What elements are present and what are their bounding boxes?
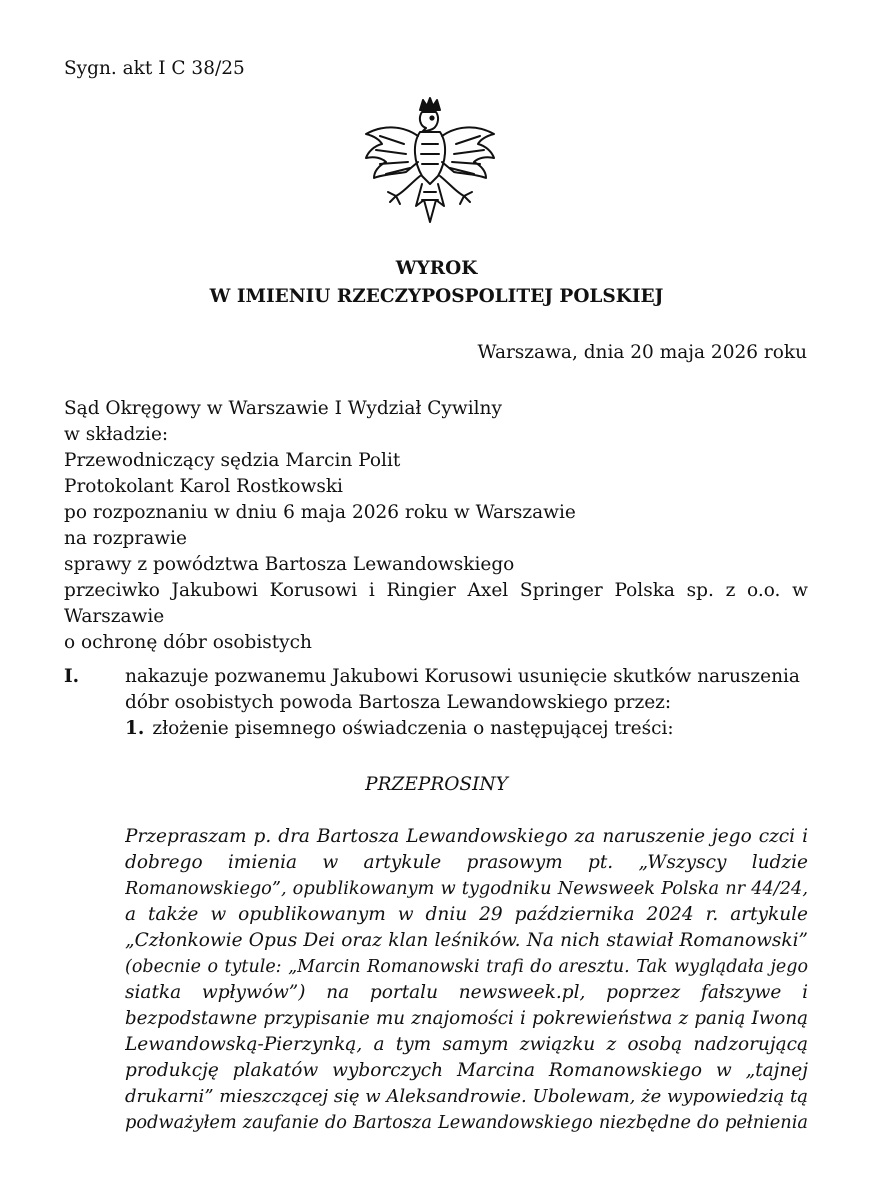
apology-line: drukarni” mieszczącej się w Aleksandrowie. Ubolewam, że wypowiedzią tą xyxy=(125,1086,808,1107)
apology-line: Lewandowską-Pierzynką, a tym samym związku z osobą nadzorującą xyxy=(125,1034,808,1055)
intro-line: Przewodniczący sędzia Marcin Polit xyxy=(64,450,401,471)
point-number: I. xyxy=(64,666,80,687)
apology-line: bezpodstawne przypisanie mu znajomości i pokrewieństwa z panią Iwoną xyxy=(125,1008,808,1029)
case-signature: Sygn. akt I C 38/25 xyxy=(64,58,245,79)
ruling-point-1 xyxy=(64,664,808,716)
place-and-date: Warszawa, dnia 20 maja 2026 roku xyxy=(477,342,807,363)
apology-line: siatka wpływów”) na portalu newsweek.pl, poprzez fałszywe i xyxy=(125,982,808,1003)
court-composition xyxy=(64,396,808,656)
subpoint-1 xyxy=(125,716,674,742)
intro-line: na rozprawie xyxy=(64,528,187,549)
apology-line: dobrego imienia w artykule prasowym pt. „Wszyscy ludzie xyxy=(125,852,808,873)
apology-line: Przepraszam p. dra Bartosza Lewandowskiego za naruszenie jego czci i xyxy=(125,826,808,847)
intro-line: przeciwko Jakubowi Korusowi i Ringier Axel Springer Polska sp. z o.o. w xyxy=(64,580,808,601)
point-text-line: nakazuje pozwanemu Jakubowi Korusowi usunięcie skutków naruszenia xyxy=(125,666,800,687)
intro-line: o ochronę dóbr osobistych xyxy=(64,632,312,653)
apology-line: produkcję plakatów wyborczych Marcina Romanowskiego w „tajnej xyxy=(125,1060,808,1081)
intro-line: Sąd Okręgowy w Warszawie I Wydział Cywilny xyxy=(64,398,502,419)
document-title: WYROK xyxy=(395,258,478,279)
apology-text xyxy=(125,824,808,1136)
intro-line: sprawy z powództwa Bartosza Lewandowskiego xyxy=(64,554,515,575)
apology-line: a także w opublikowanym w dniu 29 października 2024 r. artykule xyxy=(125,904,808,925)
intro-line: Protokolant Karol Rostkowski xyxy=(64,476,343,497)
apology-heading: PRZEPROSINY xyxy=(365,774,508,795)
intro-line: w składzie: xyxy=(64,424,169,445)
document-subtitle: W IMIENIU RZECZYPOSPOLITEJ POLSKIEJ xyxy=(209,286,664,307)
intro-line: Warszawie xyxy=(64,606,165,627)
intro-line: po rozpoznaniu w dniu 6 maja 2026 roku w Warszawie xyxy=(64,502,576,523)
apology-line: podważyłem zaufanie do Bartosza Lewandowskiego niezbędne do pełnienia xyxy=(125,1113,808,1133)
apology-line: (obecnie o tytule: „Marcin Romanowski trafi do aresztu. Tak wyglądała jego xyxy=(125,957,808,977)
polish-eagle-emblem-icon xyxy=(360,96,500,232)
subpoint-text: złożenie pisemnego oświadczenia o następującej treści: xyxy=(152,718,674,739)
point-text-line: dóbr osobistych powoda Bartosza Lewandowskiego przez: xyxy=(125,692,672,713)
apology-line: Romanowskiego”, opublikowanym w tygodniku Newsweek Polska nr 44/24, xyxy=(125,879,808,899)
subpoint-number: 1. xyxy=(125,718,145,739)
apology-line: „Członkowie Opus Dei oraz klan leśników. Na nich stawiał Romanowski” xyxy=(125,930,808,951)
